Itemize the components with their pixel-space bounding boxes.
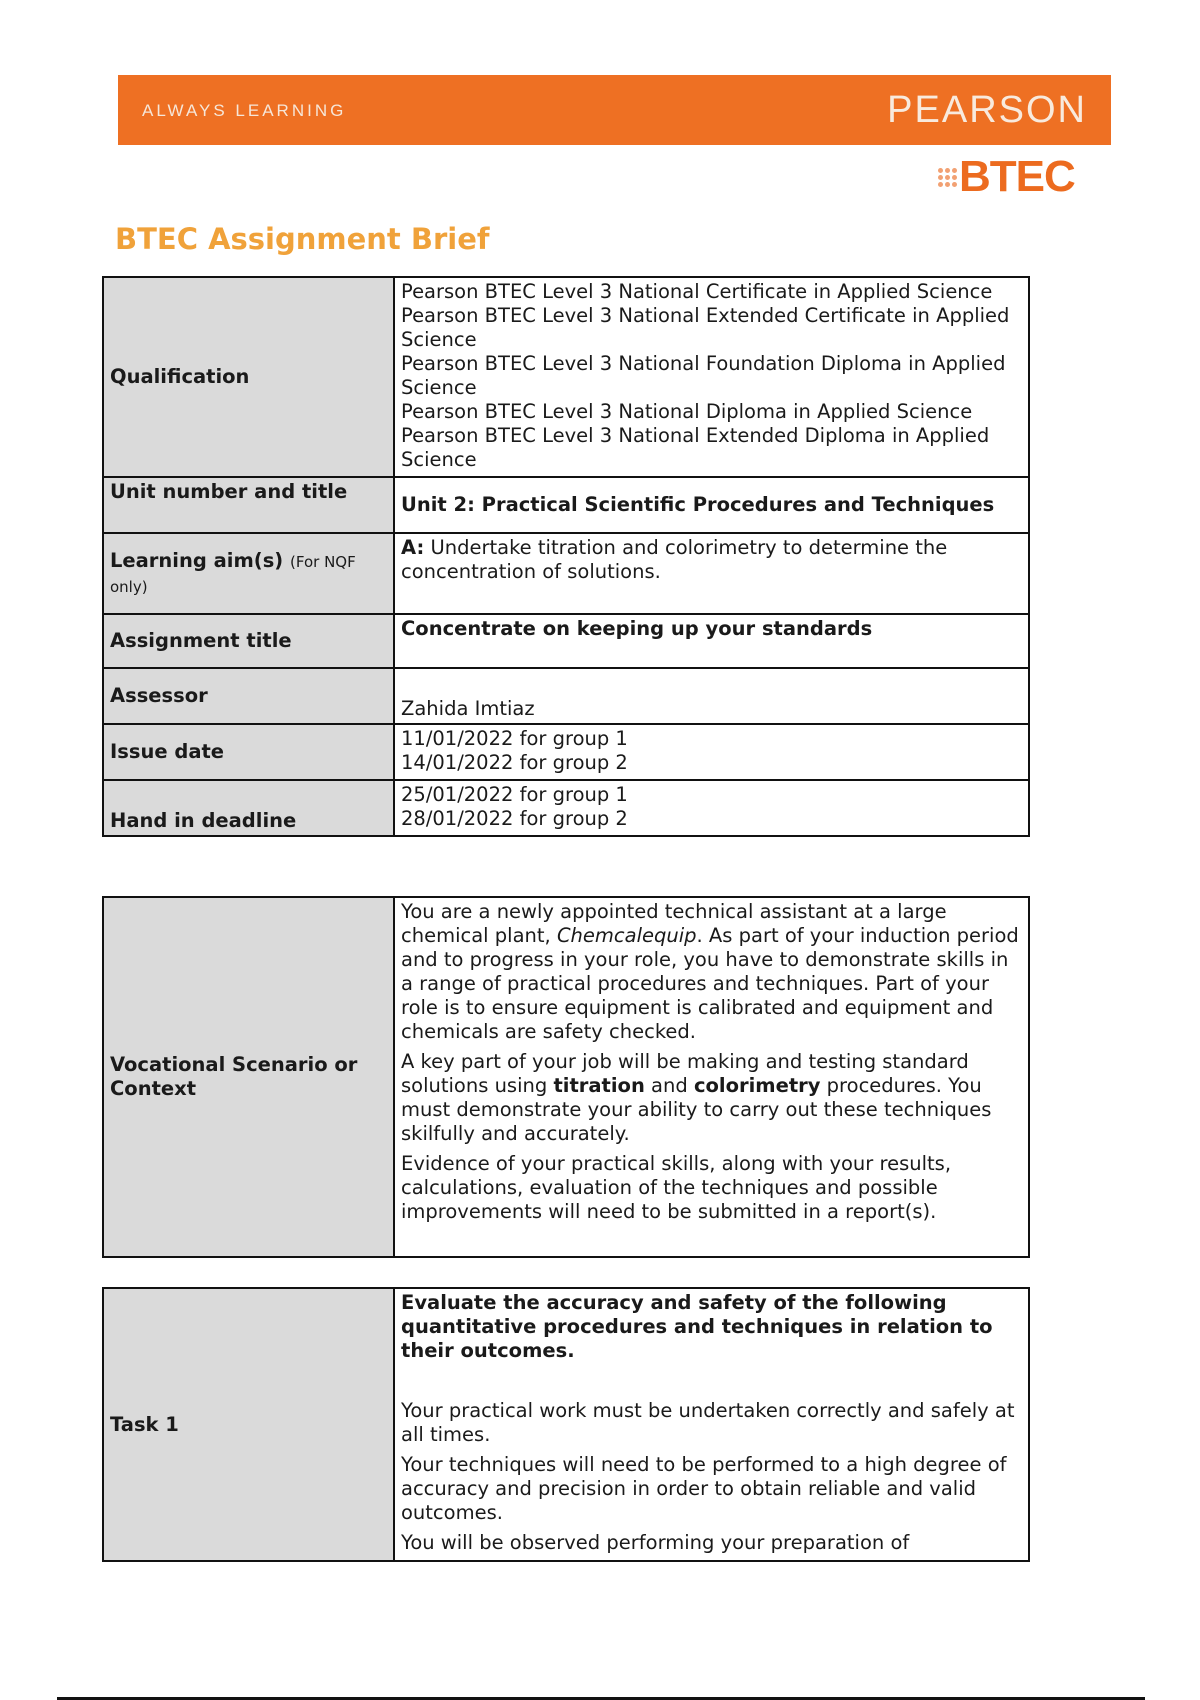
issue-date-value	[394, 724, 1029, 780]
scenario-value	[394, 897, 1029, 1257]
unit-value: Unit 2: Practical Scientific Procedures and Techniques	[394, 477, 1029, 533]
issue-date-item: 14/01/2022 for group 2	[401, 751, 628, 774]
learning-aim-prefix: A:	[401, 536, 425, 559]
learning-aim-value	[394, 533, 1029, 614]
learning-aim-label-text: Learning aim(s)	[110, 548, 284, 572]
deadline-item: 25/01/2022 for group 1	[401, 783, 628, 806]
unit-row	[103, 477, 1029, 533]
qualification-item: Pearson BTEC Level 3 National Extended Certificate in Applied Science	[401, 304, 1010, 351]
task-paragraph: Your practical work must be undertaken correctly and safely at all times.	[401, 1399, 1015, 1446]
learning-aim-note: (For NQF only)	[110, 552, 356, 596]
btec-logo	[938, 152, 1075, 202]
task-row	[103, 1288, 1029, 1561]
learning-aim-label	[103, 533, 394, 614]
deadline-label: Hand in deadline	[103, 780, 394, 836]
scenario-table	[102, 896, 1030, 1258]
document-title: BTEC Assignment Brief	[115, 222, 490, 256]
learning-aim-text: Undertake titration and colorimetry to determine the concentration of solutions.	[401, 536, 948, 583]
btec-dots-icon	[938, 168, 957, 187]
assignment-title-label: Assignment title	[103, 614, 394, 668]
scenario-paragraph: You are a newly appointed technical assistant at a large chemical plant, Chemcalequip. As part of your induction period and to progress in your role, you have to demonstrate skills in a range of practical procedures and techniques. Part of your role is to ensure equipment is calibrated and equipment and chemicals are safety checked.	[401, 900, 1019, 1043]
issue-date-label: Issue date	[103, 724, 394, 780]
deadline-value	[394, 780, 1029, 836]
qualification-label: Qualification	[103, 277, 394, 477]
qualification-item: Pearson BTEC Level 3 National Diploma in Applied Science	[401, 400, 973, 423]
scenario-paragraph: A key part of your job will be making and testing standard solutions using titration and colorimetry procedures. You must demonstrate your ability to carry out these techniques skilfully and accurately.	[401, 1050, 992, 1145]
qualification-item: Pearson BTEC Level 3 National Foundation Diploma in Applied Science	[401, 352, 1006, 399]
pearson-logo: PEARSON	[887, 89, 1087, 131]
assessor-label: Assessor	[103, 668, 394, 724]
deadline-item: 28/01/2022 for group 2	[401, 807, 628, 830]
task-paragraph: Your techniques will need to be performed to a high degree of accuracy and precision in order to obtain reliable and valid outcomes.	[401, 1453, 1007, 1524]
scenario-label: Vocational Scenario or Context	[103, 897, 394, 1257]
qualification-item: Pearson BTEC Level 3 National Extended Diploma in Applied Science	[401, 424, 990, 471]
header-banner	[118, 75, 1111, 145]
scenario-row	[103, 897, 1029, 1257]
assignment-title-value: Concentrate on keeping up your standards	[394, 614, 1029, 668]
task-heading: Evaluate the accuracy and safety of the following quantitative procedures and techniques in relation to their outcomes.	[401, 1291, 993, 1362]
task-paragraph: You will be observed performing your preparation of	[401, 1531, 910, 1554]
company-name: Chemcalequip	[556, 924, 697, 947]
task-table	[102, 1287, 1030, 1562]
assessor-row	[103, 668, 1029, 724]
deadline-row	[103, 780, 1029, 836]
task-label: Task 1	[103, 1288, 394, 1561]
issue-date-row	[103, 724, 1029, 780]
issue-date-item: 11/01/2022 for group 1	[401, 727, 628, 750]
assessor-value: Zahida Imtiaz	[394, 668, 1029, 724]
learning-aim-row	[103, 533, 1029, 614]
qualification-value	[394, 277, 1029, 477]
task-value	[394, 1288, 1029, 1561]
unit-label: Unit number and title	[103, 477, 394, 533]
qualification-row	[103, 277, 1029, 477]
btec-wordmark: BTEC	[959, 152, 1075, 201]
qualification-item: Pearson BTEC Level 3 National Certificate in Applied Science	[401, 280, 993, 303]
tagline: ALWAYS LEARNING	[142, 101, 347, 120]
assignment-details-table	[102, 276, 1030, 837]
assignment-title-row	[103, 614, 1029, 668]
scenario-paragraph: Evidence of your practical skills, along with your results, calculations, evaluation of the techniques and possible improvements will need to be submitted in a report(s).	[401, 1152, 952, 1223]
